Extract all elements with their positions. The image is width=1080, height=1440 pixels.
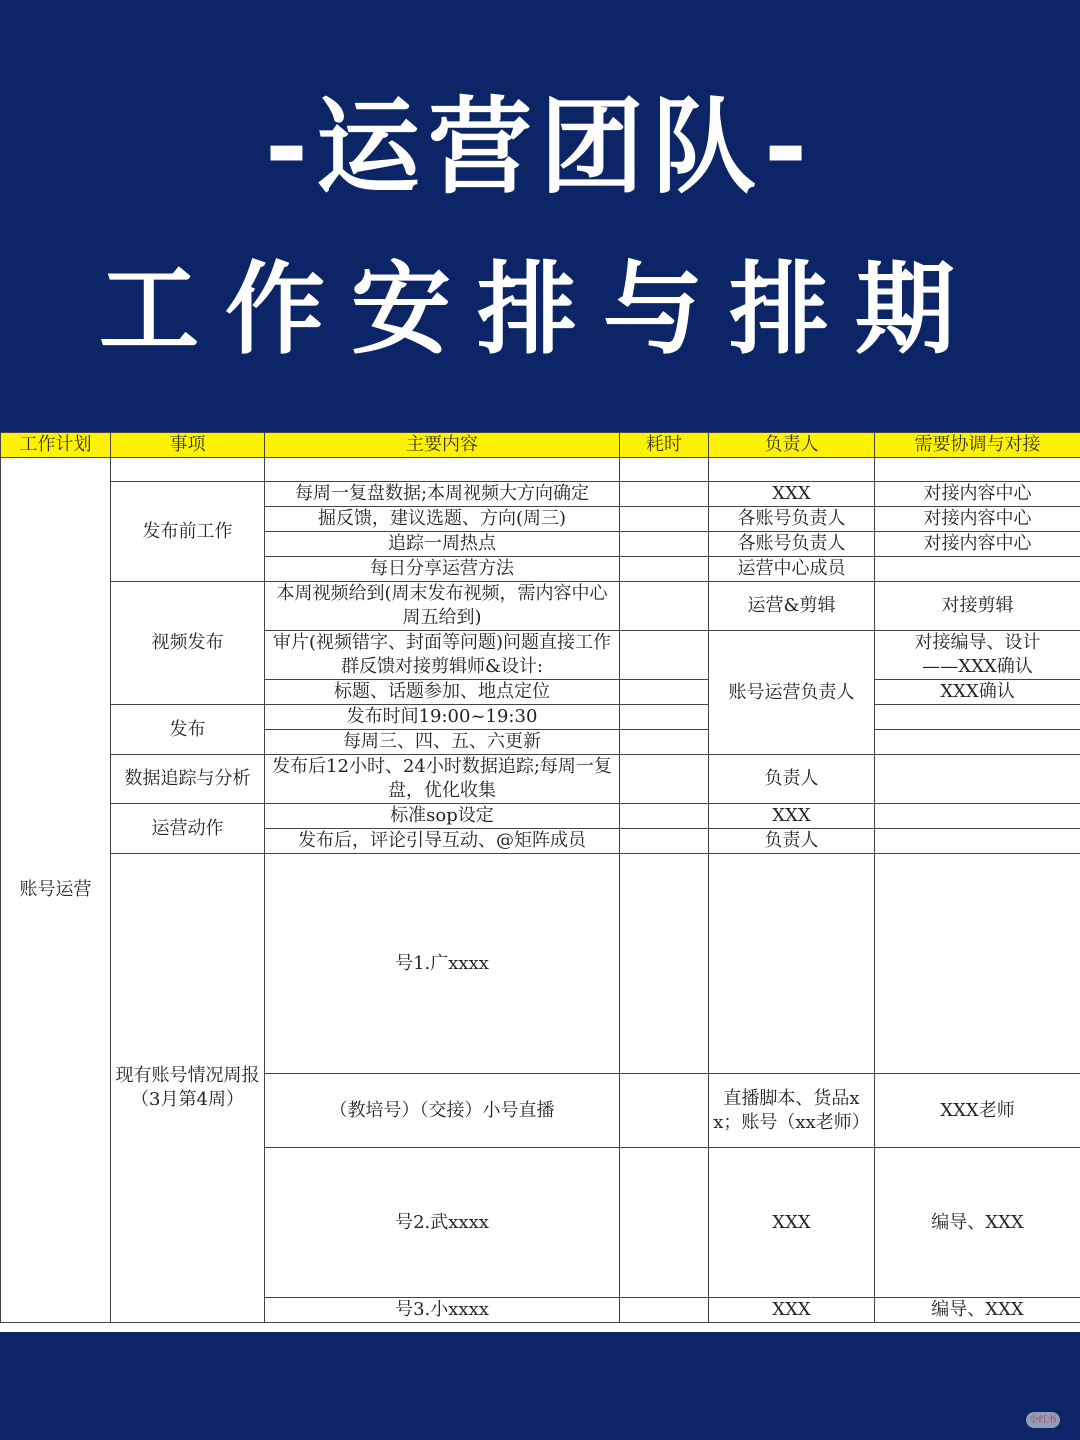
coord-cell	[875, 829, 1080, 854]
table-row	[1, 705, 1080, 730]
duration-cell	[620, 854, 709, 1074]
coord-cell	[875, 557, 1080, 582]
duration-cell	[620, 1148, 709, 1298]
duration-cell	[620, 631, 709, 680]
owner-cell: 运营中心成员	[709, 557, 875, 582]
duration-cell	[620, 532, 709, 557]
footer-band	[0, 1332, 1080, 1440]
schedule-table	[0, 432, 1080, 1323]
hero-banner	[0, 0, 1080, 432]
coord-cell: 对接编导、设计 ——XXX确认	[875, 631, 1080, 680]
duration-cell	[620, 804, 709, 829]
owner-cell: 各账号负责人	[709, 507, 875, 532]
duration-cell	[620, 829, 709, 854]
owner-cell: 账号运营负责人	[709, 631, 875, 755]
content-cell: 号3.小xxxx	[265, 1298, 620, 1323]
content-cell: 每周一复盘数据;本周视频大方向确定	[265, 482, 620, 507]
owner-cell: 负责人	[709, 829, 875, 854]
header-cell: 负责人	[709, 433, 875, 458]
content-cell: 标题、话题参加、地点定位	[265, 680, 620, 705]
table-row	[1, 854, 1080, 1074]
table-row	[1, 458, 1080, 482]
duration-cell	[620, 507, 709, 532]
empty-cell	[111, 458, 265, 482]
empty-cell	[709, 458, 875, 482]
content-cell: 追踪一周热点	[265, 532, 620, 557]
coord-cell	[875, 705, 1080, 730]
hero-subtitle: 工作安排与排期	[99, 251, 981, 368]
duration-cell	[620, 1298, 709, 1323]
owner-cell: 运营&剪辑	[709, 582, 875, 631]
content-cell: 审片(视频错字、封面等问题)问题直接工作群反馈对接剪辑师&设计:	[265, 631, 620, 680]
hero-title: -运营团队-	[264, 86, 816, 208]
content-cell: 掘反馈，建议选题、方向(周三)	[265, 507, 620, 532]
coord-cell: 编导、XXX	[875, 1298, 1080, 1323]
content-cell: 每周三、四、五、六更新	[265, 730, 620, 755]
coord-cell: XXX老师	[875, 1074, 1080, 1148]
schedule-sheet	[0, 432, 1080, 1332]
owner-cell: 负责人	[709, 755, 875, 804]
coord-cell: 对接内容中心	[875, 507, 1080, 532]
empty-cell	[620, 458, 709, 482]
duration-cell	[620, 557, 709, 582]
coord-cell: 编导、XXX	[875, 1148, 1080, 1298]
owner-cell: XXX	[709, 1298, 875, 1323]
coord-cell: 对接内容中心	[875, 532, 1080, 557]
coord-cell: 对接内容中心	[875, 482, 1080, 507]
duration-cell	[620, 582, 709, 631]
duration-cell	[620, 1074, 709, 1148]
content-cell: 号2.武xxxx	[265, 1148, 620, 1298]
table-row	[1, 482, 1080, 507]
owner-cell: XXX	[709, 1148, 875, 1298]
content-cell: 发布时间19:00~19:30	[265, 705, 620, 730]
owner-cell: 直播脚本、货品xx；账号（xx老师）	[709, 1074, 875, 1148]
owner-cell	[709, 854, 875, 1074]
watermark-logo: 小红书	[1026, 1412, 1060, 1428]
header-cell: 主要内容	[265, 433, 620, 458]
group-cell: 视频发布	[111, 582, 265, 705]
owner-cell: 各账号负责人	[709, 532, 875, 557]
content-cell: 发布后12小时、24小时数据追踪;每周一复盘，优化收集	[265, 755, 620, 804]
coord-cell	[875, 854, 1080, 1074]
table-row	[1, 804, 1080, 829]
table-row	[1, 582, 1080, 631]
coord-cell	[875, 804, 1080, 829]
content-cell: 本周视频给到(周末发布视频，需内容中心周五给到)	[265, 582, 620, 631]
header-cell: 工作计划	[1, 433, 111, 458]
content-cell: 每日分享运营方法	[265, 557, 620, 582]
duration-cell	[620, 730, 709, 755]
coord-cell: XXX确认	[875, 680, 1080, 705]
group-cell: 发布前工作	[111, 482, 265, 582]
group-cell: 现有账号情况周报 （3月第4周）	[111, 854, 265, 1323]
header-cell: 耗时	[620, 433, 709, 458]
plan-cell: 账号运营	[1, 458, 111, 1323]
header-cell: 事项	[111, 433, 265, 458]
owner-cell: XXX	[709, 482, 875, 507]
duration-cell	[620, 482, 709, 507]
coord-cell	[875, 730, 1080, 755]
group-cell: 发布	[111, 705, 265, 755]
owner-cell: XXX	[709, 804, 875, 829]
table-row	[1, 755, 1080, 804]
content-cell: （教培号）（交接）小号直播	[265, 1074, 620, 1148]
duration-cell	[620, 705, 709, 730]
group-cell: 运营动作	[111, 804, 265, 854]
header-cell: 需要协调与对接	[875, 433, 1080, 458]
content-cell: 发布后，评论引导互动、@矩阵成员	[265, 829, 620, 854]
empty-cell	[265, 458, 620, 482]
coord-cell	[875, 755, 1080, 804]
empty-cell	[875, 458, 1080, 482]
duration-cell	[620, 680, 709, 705]
content-cell: 号1.广xxxx	[265, 854, 620, 1074]
duration-cell	[620, 755, 709, 804]
coord-cell: 对接剪辑	[875, 582, 1080, 631]
group-cell: 数据追踪与分析	[111, 755, 265, 804]
table-header-row	[1, 433, 1080, 458]
content-cell: 标准sop设定	[265, 804, 620, 829]
